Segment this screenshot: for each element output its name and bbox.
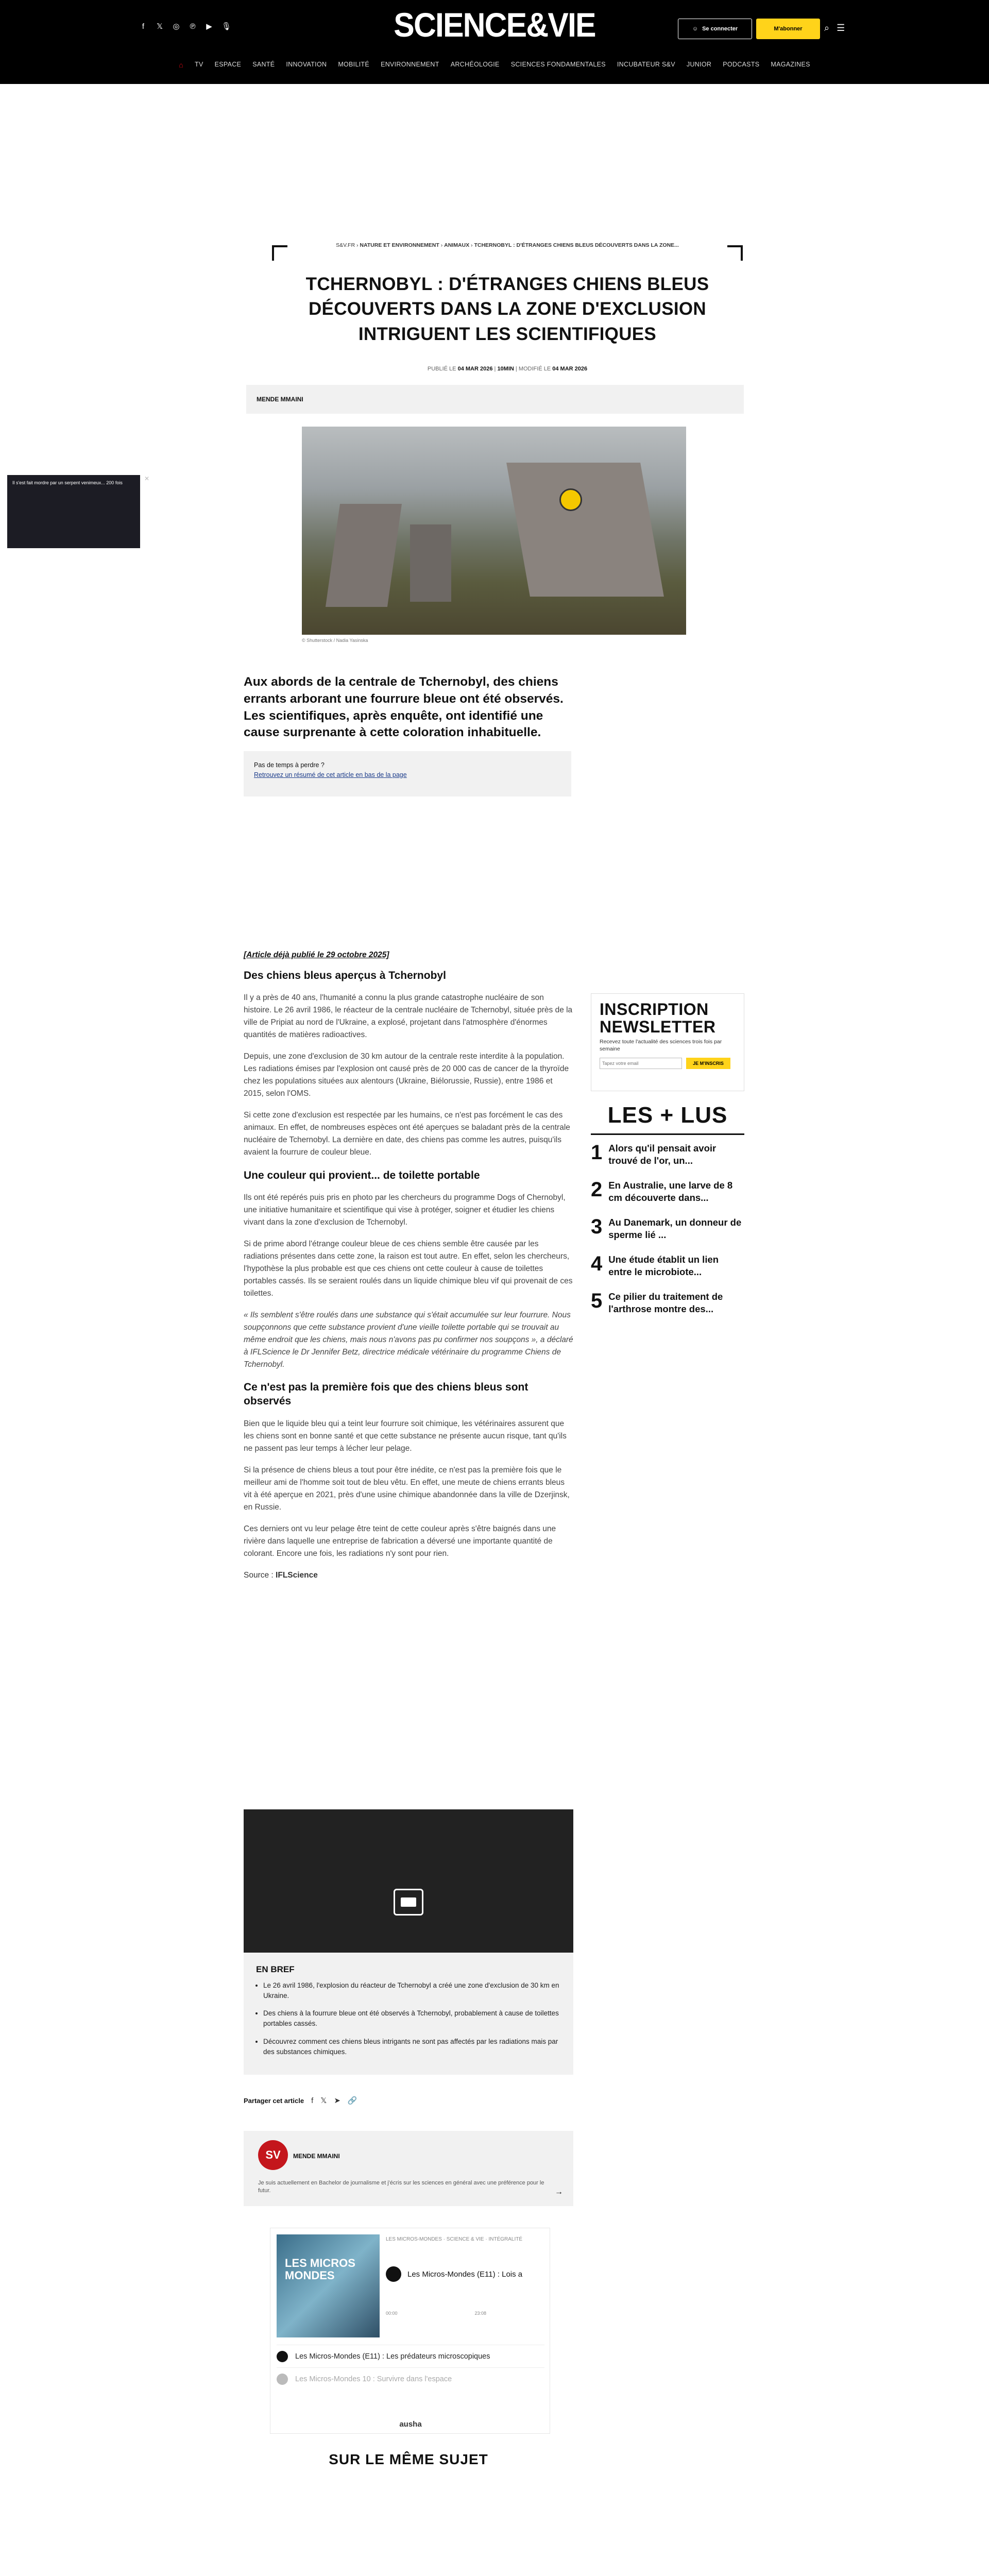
source-link[interactable]: IFLScience [276,1570,318,1580]
arrow-right-icon[interactable]: → [555,2188,563,2196]
article-lead: Aux abords de la centrale de Tchernobyl, des chiens errants arborant une fourrure bleue ont été observés. Les scientifiques, après enquête, ont identifié une cause surprenante à cette coloration inhabituelle. [244,675,564,740]
author-card-name[interactable]: MENDE MMAINI [293,2153,340,2160]
time-end: 23:08 [474,2311,487,2316]
close-icon[interactable]: ✕ [144,475,150,482]
podcast-cover: LES MICROS MONDES [277,2234,380,2337]
newsletter-desc: Recevez toute l'actualité des sciences trois fois par semaine [600,1039,722,1052]
rank: 2 [591,1178,603,1201]
most-read-headline: Au Danemark, un donneur de sperme lié ... [608,1217,742,1240]
article-body [244,949,573,1591]
most-read-headline: Ce pilier du traitement de l'arthrose montre des... [608,1291,723,1314]
telegram-icon[interactable]: ➤ [334,2096,340,2105]
podcast-show: LES MICROS-MONDES · SCIENCE & VIE · INTÉGRALITÉ [386,2236,523,2242]
episode-title: Les Micros-Mondes (E11) : Lois a [407,2269,523,2279]
most-read-headline: Une étude établit un lien entre le microbiote... [608,1254,719,1277]
breadcrumb-cat2[interactable]: ANIMAUX [444,242,470,248]
rank: 1 [591,1141,603,1164]
main-nav [0,61,989,69]
x-icon[interactable]: 𝕏 [320,2096,327,2105]
nav-sciences-fondamentales[interactable]: SCIENCES FONDAMENTALES [510,61,606,68]
paragraph: Ces derniers ont vu leur pelage être teint de cette couleur après s'être baignés dans une rivière dans laquelle une entreprise de fabrication a déversé une importante quantité de colorant. Encore une fois, les radiations n'y sont pour rien. [244,1524,556,1558]
breadcrumb-home[interactable]: S&V.FR [336,242,355,248]
facebook-icon[interactable]: f [311,2096,314,2105]
paragraph: Il y a près de 40 ans, l'humanité a connu la plus grande catastrophe nucléaire de son histoire. Le 26 avril 1986, le réacteur de la centrale nucléaire de Tchernobyl, située près de la ville de Pripiat au nord de l'Ukraine, a explosé, projetant dans l'atmosphère d'énormes quantités de matières radioactives. [244,993,573,1040]
rank: 3 [591,1215,603,1238]
in-brief-item: • Le 26 avril 1986, l'explosion du réacteur de Tchernobyl a créé une zone d'exclusion de 30 km en Ukraine. [263,1980,561,2002]
nav-podcasts[interactable]: PODCASTS [723,61,760,68]
modified-prefix: MODIFIÉ LE [518,366,551,372]
in-brief-title: EN BREF [256,1964,295,1974]
most-read-headline: Alors qu'il pensait avoir trouvé de l'or, un... [608,1143,717,1166]
source-line [244,1569,573,1582]
podcast-brand: ausha [399,2420,422,2429]
author-name[interactable]: MENDE MMAINI [257,396,303,403]
rank: 5 [591,1290,603,1312]
most-read-item[interactable] [591,1216,744,1253]
section-heading: Une couleur qui provient... de toilette portable [244,1169,480,1181]
modified-date: 04 MAR 2026 [552,366,588,372]
hero-image [302,427,686,635]
nav-junior[interactable]: JUNIOR [686,61,712,68]
facebook-icon[interactable]: f [142,22,145,31]
paragraph: Ils ont été repérés puis pris en photo par les chercheurs du programme Dogs of Chernobyl, une initiative humanitaire et scientifique qui vise à protéger, soigner et étudier les chiens vivant dans la zone d'exclusion de Tchernobyl. [244,1193,566,1227]
image-caption: © Shutterstock / Nadia Yasinska [302,638,368,643]
login-label: Se connecter [702,26,738,32]
published-date: 04 MAR 2026 [457,366,493,372]
paragraph: Depuis, une zone d'exclusion de 30 km autour de la centrale reste interdite à la population. Les radiations émises par l'explosion ont causé près de 20 000 cas de cancer de la thyroïde chez les populations situées aux alentours (Ukraine, Biélorussie, Russie), entre 1986 et 2015, selon l'OMS. [244,1052,569,1098]
source-label: Source : [244,1570,274,1580]
author-card [244,2131,573,2206]
nav-magazines[interactable]: MAGAZINES [771,61,810,68]
link-icon[interactable]: 🔗 [347,2096,357,2105]
podcast-time [386,2311,486,2316]
most-read-item[interactable] [591,1253,744,1291]
most-read-item[interactable] [591,1142,744,1179]
podcast-episode [386,2266,522,2282]
pinterest-icon[interactable]: ℗ [190,22,196,31]
nav-archeologie[interactable]: ARCHÉOLOGIE [450,61,500,68]
podcast-item-title: Les Micros-Mondes 10 : Survivre dans l'espace [295,2375,452,2383]
paragraph: Si cette zone d'exclusion est respectée par les humains, ce n'est pas forcément le cas des animaux. En effet, de nombreuses espèces ont été aperçues se baladant près de la centrale nucléaire de Tchernobyl. La dernière en date, des chiens pas comme les autres, puisqu'ils avaient la fourrure de couleur bleue. [244,1111,570,1157]
podcast-item-title: Les Micros-Mondes (E11) : Les prédateurs microscopiques [295,2352,490,2361]
article-title: TCHERNOBYL : D'ÉTRANGES CHIENS BLEUS DÉCOUVERTS DANS LA ZONE D'EXCLUSION INTRIGUENT LES SCIENTIFIQUES [305,274,709,344]
newsletter-subscribe-button[interactable]: JE M'INSCRIS [686,1058,730,1069]
author-bio: Je suis actuellement en Bachelor de journalisme et j'écris sur les sciences en général avec une préférence pour le futur. [258,2180,544,2194]
podcast-player [270,2228,550,2434]
menu-icon[interactable]: ☰ [837,23,845,33]
share-label: Partager cet article [244,2096,304,2105]
nav-espace[interactable]: ESPACE [214,61,242,68]
podcast-list-item[interactable] [277,2367,544,2390]
nav-mobilite[interactable]: MOBILITÉ [338,61,370,68]
nav-tv[interactable]: TV [195,61,203,68]
most-read-title: LES + LUS [591,1103,744,1135]
site-logo[interactable]: SCIENCE&VIE [394,6,595,44]
search-icon[interactable]: ⌕ [824,23,830,33]
rank: 4 [591,1252,603,1275]
most-read-item[interactable] [591,1179,744,1216]
paragraph: Si la présence de chiens bleus a tout pour être inédite, ce n'est pas la première fois que le meilleur ami de l'homme soit tout de bleu vêtu. En effet, une meute de chiens errants bleus vit à été aperçue en 2021, près d'une usine chimique abandonnée dans la ville de Dzerjinsk, en Russie. [244,1465,570,1512]
youtube-icon[interactable]: ▶ [206,22,212,31]
in-brief-box [244,1953,573,2075]
podcast-icon[interactable]: 🎙 [221,22,232,31]
avatar: SV [258,2140,288,2170]
home-icon[interactable]: ⌂ [179,61,184,69]
podcast-list-item[interactable] [277,2345,544,2367]
summary-box [244,751,571,796]
play-icon[interactable] [386,2266,401,2282]
related-title: SUR LE MÊME SUJET [329,2451,488,2467]
floating-video-title: Il s'est fait mordre par un serpent venimeux... 200 fois [12,480,123,485]
nav-sante[interactable]: SANTÉ [252,61,275,68]
floating-video-player[interactable] [7,475,150,548]
time-start: 00:00 [386,2311,398,2316]
paragraph: Bien que le liquide bleu qui a teint leur fourrure soit chimique, les vétérinaires assurent que les chiens sont en bonne santé et que cette substance ne présente aucun risque, tant qu'ils ne passent pas leur temps à lécher leur pelage. [244,1419,567,1453]
summary-link[interactable]: Retrouvez un résumé de cet article en bas de la page [254,771,407,778]
quote-paragraph: « Ils semblent s'être roulés dans une substance qui s'était accumulée sur leur fourrure. Nous soupçonnons que cette substance provient d'une vieille toilette portable qui se trouvait au même endroit que les chiens, mais nous n'avons pas pu confirmer nos soupçons », a déclaré à IFLScience le Dr Jennifer Betz, directrice médicale vétérinaire du programme Chiens de Tchernobyl. [244,1310,573,1369]
summary-question: Pas de temps à perdre ? [254,761,325,769]
author-bar [246,385,744,414]
newsletter-email-input[interactable] [600,1058,682,1069]
newsletter-title: INSCRIPTION NEWSLETTER [600,1000,716,1036]
most-read [591,1103,744,1328]
most-read-headline: En Australie, une larve de 8 cm découverte dans... [608,1180,733,1203]
site-header [0,0,989,84]
breadcrumb-current: TCHERNOBYL : D'ÉTRANGES CHIENS BLEUS DÉCOUVERTS DANS LA ZONE... [474,242,679,248]
section-heading: Ce n'est pas la première fois que des chiens bleus sont observés [244,1381,528,1408]
in-brief-item: • Découvrez comment ces chiens bleus intrigants ne sont pas affectés par les radiations mais par des substances chimiques. [263,2037,561,2058]
radiation-sign-icon [559,488,582,511]
reading-time: 10MIN [497,366,514,372]
share-bar [244,2096,357,2105]
newsletter-box [591,993,744,1091]
nav-innovation[interactable]: INNOVATION [286,61,327,68]
paragraph: Si de prime abord l'étrange couleur bleue de ces chiens semble être causée par les radiations présentes dans cette zone, la raison est tout autre. En effet, selon les chercheurs, l'hypothèse la plus probable est que ces chiens ont cette couleur à cause de toilettes portables cassés. Ils se seraient roulés dans un liquide chimique bleu vif qui provenait de ces toilettes. [244,1239,573,1298]
in-brief-item: • Des chiens à la fourrure bleue ont été observés à Tchernobyl, probablement à cause de toilettes portables cassés. [263,2008,561,2029]
breadcrumb: S&V.FR › NATURE ET ENVIRONNEMENT › ANIMAUX › TCHERNOBYL : D'ÉTRANGES CHIENS BLEUS DÉCOUVERTS DANS LA ZONE... [336,242,679,248]
article-dates: PUBLIÉ LE 04 MAR 2026 | 10MIN | MODIFIÉ LE 04 MAR 2026 [427,366,588,372]
section-heading: Des chiens bleus aperçus à Tchernobyl [244,970,446,982]
nav-incubateur[interactable]: INCUBATEUR S&V [617,61,675,68]
instagram-icon[interactable]: ◎ [173,22,180,31]
user-icon: ☺ [692,26,698,32]
breadcrumb-cat1[interactable]: NATURE ET ENVIRONNEMENT [360,242,439,248]
login-button[interactable] [678,19,752,39]
nav-environnement[interactable]: ENVIRONNEMENT [381,61,439,68]
republished-note: [Article déjà publié le 29 octobre 2025] [244,951,389,959]
subscribe-button[interactable]: M'abonner [756,19,820,39]
play-icon[interactable] [394,1889,423,1916]
x-icon[interactable]: 𝕏 [156,22,163,31]
most-read-item[interactable] [591,1291,744,1328]
published-prefix: PUBLIÉ LE [427,366,456,372]
